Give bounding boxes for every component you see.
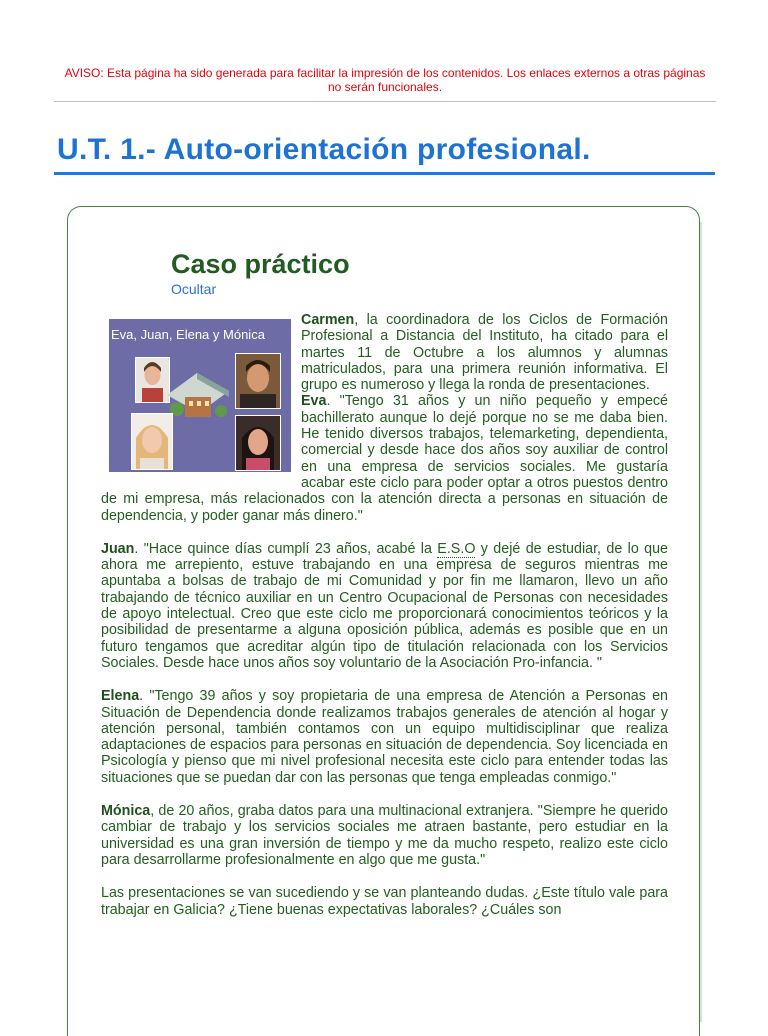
face-juan-icon bbox=[235, 353, 281, 409]
name-juan: Juan bbox=[101, 540, 135, 557]
eso-abbreviation[interactable]: E.S.O bbox=[437, 540, 476, 557]
name-monica: Mónica bbox=[101, 803, 151, 820]
case-study-title: Caso práctico bbox=[171, 249, 350, 279]
name-carmen: Carmen bbox=[301, 312, 355, 328]
top-divider bbox=[54, 101, 716, 102]
case-study-content bbox=[101, 312, 668, 935]
text-juan-part-2: y dejé de estudiar, de lo que ahora me arrepiento, estuve trabajando en una empresa de seguros mientras me apuntaba a bolsas de trabajo de mi Comunidad y por fin me llamaron, llevo un año trabajando de técnico auxiliar en un Centro Ocupacional de Personas con necesidades de apoyo intelectual. Creo que este ciclo me proporcionará conocimientos teóricos y la posibilidad de presentarme a alguna oposición pública, además es posible que en un futuro tengamos que acreditar algún tipo de titulación relacionada con los Servicios Sociales. Desde hace unos años soy voluntario de la Asociación Pro-infancia. " bbox=[101, 540, 668, 671]
face-elena-icon bbox=[131, 413, 173, 470]
paragraph-closing: Las presentaciones se van sucediendo y se van planteando dudas. ¿Este título vale para trabajar en Galicia? ¿Tiene buenas expectativas laborales? ¿Cuáles son bbox=[101, 885, 668, 918]
name-elena: Elena bbox=[101, 688, 140, 705]
face-eva-icon bbox=[135, 357, 170, 403]
name-eva: Eva bbox=[301, 393, 327, 410]
paragraph-juan bbox=[101, 541, 668, 671]
face-monica-icon bbox=[235, 415, 281, 471]
text-elena: . "Tengo 39 años y soy propietaria de una empresa de Atención a Personas en Situación de Dependencia donde realizamos trabajos generales de atención al hogar y atención personal, también contamos con un equipo multidisciplinar que realiza adaptaciones de espacios para personas en situación de dependencia. Soy licenciada en Psicología y pienso que mi nivel profesional necesita este ciclo para entender todas las situaciones que se puedan dar con las personas que tenga empleadas conmigo." bbox=[101, 688, 668, 786]
text-monica: , de 20 años, graba datos para una multinacional extranjera. "Siempre he querido cambiar de trabajo y los servicios sociales me atraen bastante, pero estudiar en la universidad es una gran inversión de tiempo y me da mucho respeto, realizo este ciclo para desarrollarme profesionalmente en algo que me gusta." bbox=[101, 803, 668, 868]
text-juan-part-1: . "Hace quince días cumplí 23 años, acabé la bbox=[134, 540, 438, 557]
school-building-icon bbox=[167, 369, 229, 425]
text-eva: . "Tengo 31 años y un niño pequeño y empecé bachillerato aunque lo dejé porque no se me daba bien. He tenido diversos trabajos, telemarketing, dependienta, comercial y desde hace dos años soy auxiliar de control en una empresa de servicios sociales. Me gustaría acabar este ciclo para poder optar a otros puestos dentro de mi empresa, más relacionados con la atención directa a personas en situación de dependencia, y poder ganar más dinero." bbox=[101, 393, 668, 524]
photo-caption: Eva, Juan, Elena y Mónica bbox=[111, 327, 265, 342]
paragraph-elena bbox=[101, 688, 668, 786]
print-notice: AVISO: Esta página ha sido generada para facilitar la impresión de los contenidos. Los enlaces externos a otras páginas no serán funcionales. bbox=[64, 66, 706, 94]
text-carmen: , la coordinadora de los Ciclos de Formación Profesional a Distancia del Instituto, ha citado para el martes 11 de Octubre a los alumnos y alumnas matriculados, para una primera reunión informativa. El grupo es numeroso y llega la ronda de presentaciones. bbox=[301, 312, 668, 394]
paragraph-monica bbox=[101, 803, 668, 868]
hide-link[interactable]: Ocultar bbox=[171, 281, 217, 297]
students-photo bbox=[109, 319, 291, 472]
case-study-box-shadow bbox=[700, 222, 702, 1022]
title-underline bbox=[54, 172, 715, 175]
page-title: U.T. 1.- Auto-orientación profesional. bbox=[57, 133, 591, 166]
